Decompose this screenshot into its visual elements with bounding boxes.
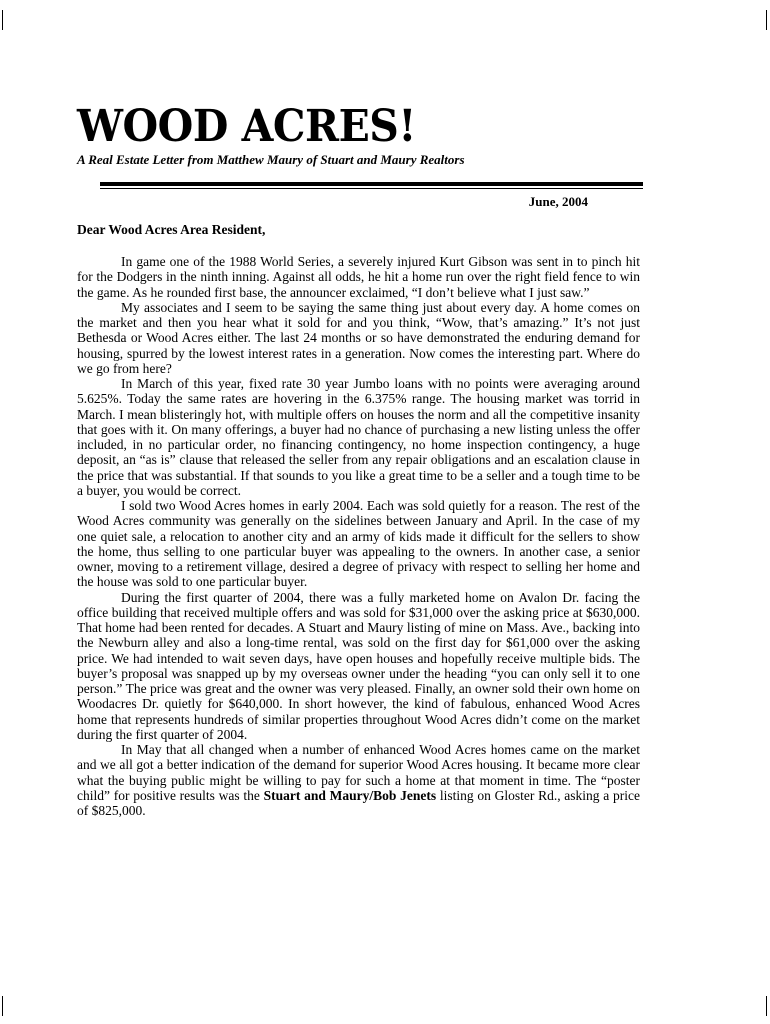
paragraph-may-listings <box>77 742 640 818</box>
newsletter-title: WOOD ACRES! <box>77 101 416 152</box>
paragraph-quiet-sales: I sold two Wood Acres homes in early 2004. Each was sold quietly for a reason. The rest of the Wood Acres community was generally on the sidelines between January and April. In the case of my one quiet sale, a relocation to another city and an army of kids made it difficult for the sellers to show the home, thus selling to one particular buyer was appealing to the owners. In another case, a senior owner, moving to a retirement village, desired a degree of privacy with respect to selling her home and the house was sold to one particular buyer. <box>77 498 640 590</box>
salutation: Dear Wood Acres Area Resident, <box>77 222 266 237</box>
crop-mark-top-right <box>766 10 767 30</box>
newsletter-subtitle: A Real Estate Letter from Matthew Maury of Stuart and Maury Realtors <box>77 152 465 167</box>
masthead <box>77 102 643 168</box>
paragraph-world-series: In game one of the 1988 World Series, a severely injured Kurt Gibson was sent in to pinch hit for the Dodgers in the ninth inning. Against all odds, he hit a home run over the right field fence to win the game. As he rounded first base, the announcer exclaimed, “I don’t believe what I just saw.” <box>77 254 640 300</box>
paragraph-may-text-end: listing on Gloster Rd., asking a price of $825,000. <box>77 787 641 818</box>
masthead-rule-thick <box>100 182 643 186</box>
paragraph-amazing-sales: My associates and I seem to be saying the same thing just about every day. A home comes on the market and then you hear what it sold for and you think, “Wow, that’s amazing.” It’s not just Bethesda or Wood Acres either. The last 24 months or so have demonstrated the enduring demand for housing, spurred by the lowest interest rates in a generation. Now comes the interesting part. Where do we go from here? <box>77 299 640 376</box>
crop-mark-top-left <box>2 10 3 30</box>
letter-body <box>77 254 640 818</box>
crop-mark-bottom-left <box>2 996 3 1016</box>
paragraph-first-quarter: During the first quarter of 2004, there was a fully marketed home on Avalon Dr. facing the office building that received multiple offers and was sold for $31,000 over the asking price at $630,000. That home had been rented for decades. A Stuart and Maury listing of mine on Mass. Ave., backing into the Newburn alley and also a long-time rental, was sold on the first day for $61,000 over the asking price. We had intended to wait seven days, have open houses and hopefully receive multiple bids. The buyer’s proposal was snapped up by my overseas owner under the heading “you can only sell it to one person.” The price was great and the owner was very pleased. Finally, an owner sold their own home on Woodacres Dr. quietly for $640,000. In short however, the kind of fabulous, enhanced Wood Acres home that represents hundreds of similar properties throughout Wood Acres didn’t come on the market during the first quarter of 2004. <box>77 589 640 742</box>
paragraph-may-text-start: In May that all changed when a number of enhanced Wood Acres homes came on the market and we all got a better indication of the demand for superior Wood Acres housing. It became more clear what the buying public might be willing to pay for such a home at that moment in time. The “poster child” for positive results was the <box>77 742 640 803</box>
letter-date: June, 2004 <box>528 194 588 209</box>
masthead-rule-thin <box>100 188 643 189</box>
listing-agents-emphasis: Stuart and Maury/Bob Jenets <box>263 787 437 803</box>
crop-mark-bottom-right <box>766 996 767 1016</box>
paragraph-interest-rates: In March of this year, fixed rate 30 year Jumbo loans with no points were averaging around 5.625%. Today the same rates are hovering in the 6.375% range. The housing market was torrid in March. I mean blisteringly hot, with multiple offers on houses the norm and all the competitive insanity that goes with it. On many offerings, a buyer had no chance of purchasing a new listing unless the offer included, in no particular order, no financing contingency, no home inspection contingency, a huge deposit, an “as is” clause that released the seller from any repair obligations and an escalation clause in the price that was substantial. If that sounds to you like a great time to be a seller and a tough time to be a buyer, you would be correct. <box>77 376 640 498</box>
